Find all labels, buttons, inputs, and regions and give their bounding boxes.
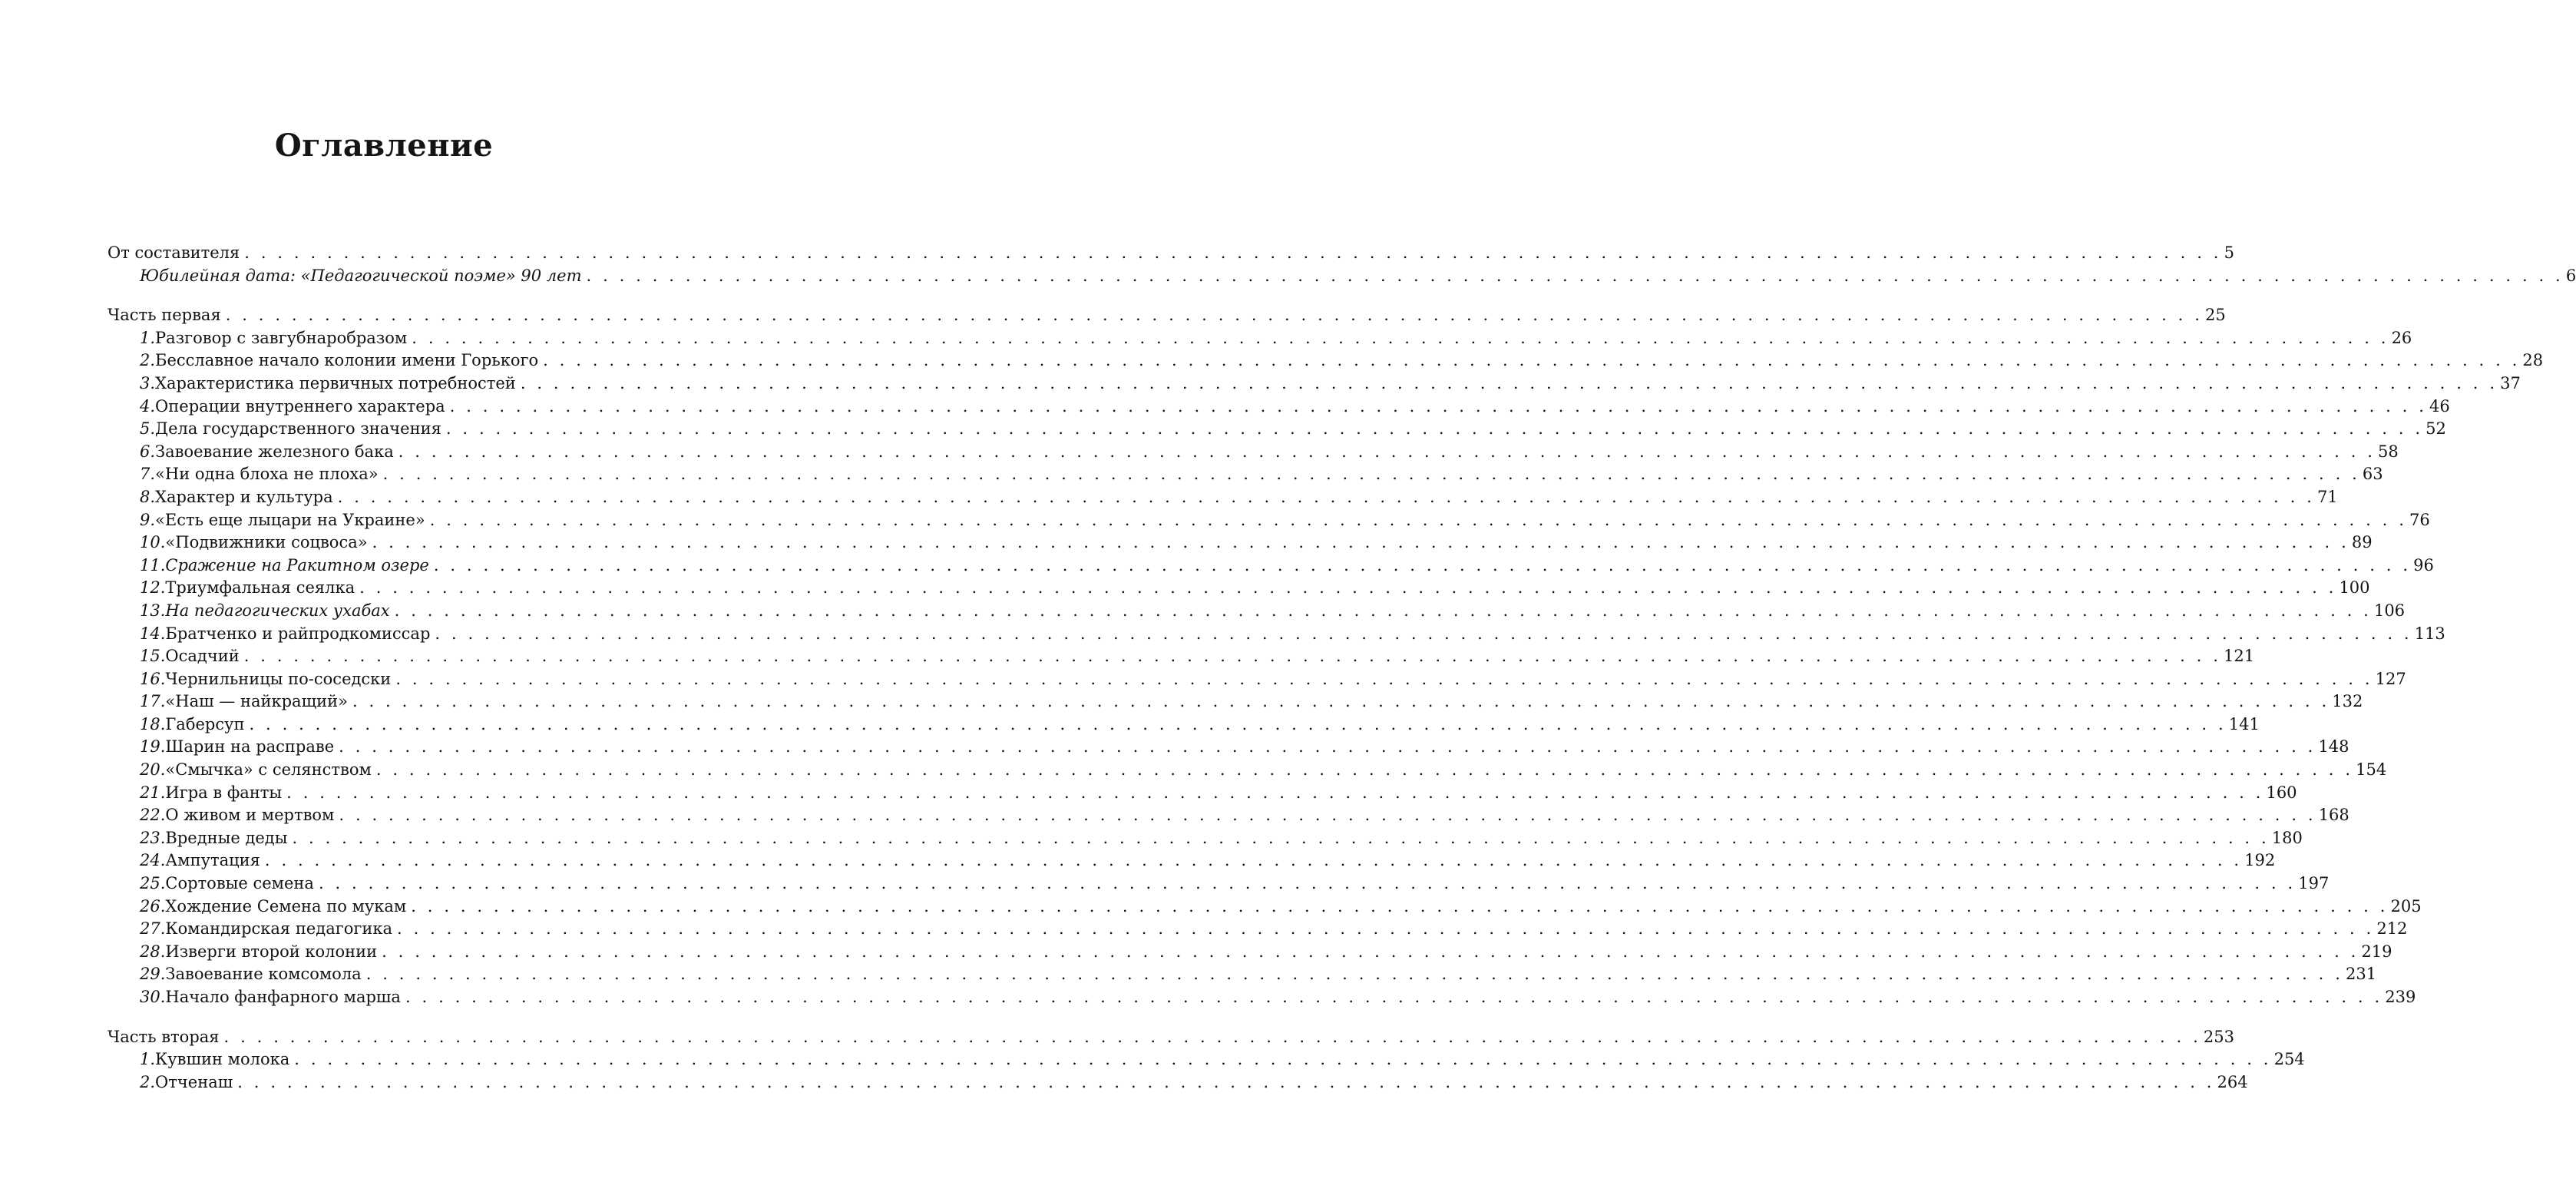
dot-leader: . . . . . . . . . . . . . . . . . . . . . . . . . . . . . . . . . . . . . . . . . . . . . . . . . . . . . . . . . . . . . . . . . . . . . . . . . . . . . . . . . . . . . . . . . . . . . . . . . . . . . . . . . . . . . . . . . . . . . . . . [375, 760, 2354, 780]
toc-entry-number: 10. [140, 533, 166, 552]
dot-leader: . . . . . . . . . . . . . . . . . . . . . . . . . . . . . . . . . . . . . . . . . . . . . . . . . . . . . . . . . . . . . . . . . . . . . . . . . . . . . . . . . . . . . . . . . . . . . . . . . . . . . . . . . . . . . . . . . . . . . . . . [411, 896, 2389, 916]
toc-section [107, 304, 2226, 327]
toc-entry-number: 21. [140, 783, 166, 802]
dot-leader: . . . . . . . . . . . . . . . . . . . . . . . . . . . . . . . . . . . . . . . . . . . . . . . . . . . . . . . . . . . . . . . . . . . . . . . . . . . . . . . . . . . . . . . . . . . . . . . . . . . . . . . . . . . . . . . . . . . . . . . . [586, 266, 2564, 285]
toc-page-number: 160 [2266, 783, 2297, 802]
toc-entry-title: Вредные деды [165, 828, 288, 847]
toc-page-number: 141 [2228, 714, 2260, 733]
toc-entry-number: 8. [140, 487, 156, 506]
toc-entry-number: 13. [140, 601, 166, 620]
toc-entry-number: 16. [140, 669, 166, 688]
toc-entry-title: Хождение Семена по мукам [165, 896, 407, 916]
toc-page-number: 58 [2378, 442, 2399, 461]
dot-leader: . . . . . . . . . . . . . . . . . . . . . . . . . . . . . . . . . . . . . . . . . . . . . . . . . . . . . . . . . . . . . . . . . . . . . . . . . . . . . . . . . . . . . . . . . . . . . . . . . . . . . . . . . . . . . . . . . . . . . . . . [429, 510, 2407, 529]
toc-page-number: 96 [2413, 555, 2434, 574]
toc-page-number: 180 [2271, 828, 2303, 847]
toc-page-number: 76 [2409, 510, 2430, 529]
toc-entry-number: 23. [140, 828, 166, 847]
toc-entry-title: От составителя [107, 243, 240, 262]
toc-entry-title: Чернильницы по-соседски [165, 669, 392, 688]
toc-entry-title: Часть первая [107, 306, 221, 325]
dot-leader: . . . . . . . . . . . . . . . . . . . . . . . . . . . . . . . . . . . . . . . . . . . . . . . . . . . . . . . . . . . . . . . . . . . . . . . . . . . . . . . . . . . . . . . . . . . . . . . . . . . . . . . . . . . . . . . . . . . . . . . . [395, 669, 2373, 688]
toc-entry [107, 600, 2406, 623]
toc-page-number: 253 [2203, 1027, 2234, 1046]
toc-page-number: 63 [2362, 465, 2383, 484]
toc-entry-title: Часть вторая [107, 1027, 220, 1046]
toc-entry-number: 6. [140, 442, 156, 461]
dot-leader: . . . . . . . . . . . . . . . . . . . . . . . . . . . . . . . . . . . . . . . . . . . . . . . . . . . . . . . . . . . . . . . . . . . . . . . . . . . . . . . . . . . . . . . . . . . . . . . . . . . . . . . . . . . . . . . . . . . . . . . . [382, 465, 2360, 484]
toc-entry [107, 555, 2434, 578]
dot-leader: . . . . . . . . . . . . . . . . . . . . . . . . . . . . . . . . . . . . . . . . . . . . . . . . . . . . . . . . . . . . . . . . . . . . . . . . . . . . . . . . . . . . . . . . . . . . . . . . . . . . . . . . . . . . . . . . . . . . . . . . [352, 692, 2330, 711]
dot-leader: . . . . . . . . . . . . . . . . . . . . . . . . . . . . . . . . . . . . . . . . . . . . . . . . . . . . . . . . . . . . . . . . . . . . . . . . . . . . . . . . . . . . . . . . . . . . . . . . . . . . . . . . . . . . . . . . . . . . . . . . [520, 373, 2498, 392]
dot-leader: . . . . . . . . . . . . . . . . . . . . . . . . . . . . . . . . . . . . . . . . . . . . . . . . . . . . . . . . . . . . . . . . . . . . . . . . . . . . . . . . . . . . . . . . . . . . . . . . . . . . . . . . . . . . . . . . . . . . . . . . [292, 828, 2270, 847]
toc-entry [107, 645, 2255, 668]
toc-page-number: 132 [2332, 692, 2363, 711]
toc-page-number: 192 [2244, 851, 2276, 870]
toc-entry-title: Сортовые семена [165, 874, 314, 893]
toc-entry-number: 28. [140, 942, 166, 961]
toc-entry-title: Характеристика первичных потребностей [155, 373, 516, 392]
dot-leader: . . . . . . . . . . . . . . . . . . . . . . . . . . . . . . . . . . . . . . . . . . . . . . . . . . . . . . . . . . . . . . . . . . . . . . . . . . . . . . . . . . . . . . . . . . . . . . . . . . . . . . . . . . . . . . . . . . . . . . . . [223, 1027, 2201, 1046]
dot-leader: . . . . . . . . . . . . . . . . . . . . . . . . . . . . . . . . . . . . . . . . . . . . . . . . . . . . . . . . . . . . . . . . . . . . . . . . . . . . . . . . . . . . . . . . . . . . . . . . . . . . . . . . . . . . . . . . . . . . . . . . [243, 647, 2222, 666]
toc-entry-title: Дела государственного значения [155, 419, 441, 439]
toc-entry [107, 896, 2422, 919]
toc-entry-title: Разговор с завгубнаробразом [155, 328, 408, 347]
dot-leader: . . . . . . . . . . . . . . . . . . . . . . . . . . . . . . . . . . . . . . . . . . . . . . . . . . . . . . . . . . . . . . . . . . . . . . . . . . . . . . . . . . . . . . . . . . . . . . . . . . . . . . . . . . . . . . . . . . . . . . . . [449, 396, 2427, 416]
toc-entry-title: Кувшин молока [155, 1050, 290, 1069]
toc-entry [107, 759, 2387, 782]
toc-entry-title: Характер и культура [155, 487, 333, 506]
toc-entry [107, 531, 2373, 555]
toc-entry [107, 714, 2260, 737]
dot-leader: . . . . . . . . . . . . . . . . . . . . . . . . . . . . . . . . . . . . . . . . . . . . . . . . . . . . . . . . . . . . . . . . . . . . . . . . . . . . . . . . . . . . . . . . . . . . . . . . . . . . . . . . . . . . . . . . . . . . . . . . [359, 578, 2337, 598]
toc-entry-title: Братченко и райпродкомиссар [165, 624, 431, 643]
dot-leader: . . . . . . . . . . . . . . . . . . . . . . . . . . . . . . . . . . . . . . . . . . . . . . . . . . . . . . . . . . . . . . . . . . . . . . . . . . . . . . . . . . . . . . . . . . . . . . . . . . . . . . . . . . . . . . . . . . . . . . . . [339, 737, 2316, 757]
dot-leader: . . . . . . . . . . . . . . . . . . . . . . . . . . . . . . . . . . . . . . . . . . . . . . . . . . . . . . . . . . . . . . . . . . . . . . . . . . . . . . . . . . . . . . . . . . . . . . . . . . . . . . . . . . . . . . . . . . . . . . . . [445, 419, 2424, 439]
toc-entry [107, 463, 2383, 486]
toc-entry [107, 265, 2576, 288]
toc-entry-number: 18. [140, 714, 166, 733]
dot-leader: . . . . . . . . . . . . . . . . . . . . . . . . . . . . . . . . . . . . . . . . . . . . . . . . . . . . . . . . . . . . . . . . . . . . . . . . . . . . . . . . . . . . . . . . . . . . . . . . . . . . . . . . . . . . . . . . . . . . . . . . [382, 942, 2359, 961]
toc-entry-number: 20. [140, 760, 166, 780]
dot-leader: . . . . . . . . . . . . . . . . . . . . . . . . . . . . . . . . . . . . . . . . . . . . . . . . . . . . . . . . . . . . . . . . . . . . . . . . . . . . . . . . . . . . . . . . . . . . . . . . . . . . . . . . . . . . . . . . . . . . . . . . [286, 783, 2264, 802]
toc-entry-title: Габерсуп [165, 714, 245, 733]
dot-leader: . . . . . . . . . . . . . . . . . . . . . . . . . . . . . . . . . . . . . . . . . . . . . . . . . . . . . . . . . . . . . . . . . . . . . . . . . . . . . . . . . . . . . . . . . . . . . . . . . . . . . . . . . . . . . . . . . . . . . . . . [433, 555, 2412, 574]
toc-page-number: 239 [2385, 988, 2416, 1006]
dot-leader: . . . . . . . . . . . . . . . . . . . . . . . . . . . . . . . . . . . . . . . . . . . . . . . . . . . . . . . . . . . . . . . . . . . . . . . . . . . . . . . . . . . . . . . . . . . . . . . . . . . . . . . . . . . . . . . . . . . . . . . . [398, 442, 2376, 461]
toc-entry [107, 918, 2408, 941]
toc-section [107, 1026, 2234, 1049]
dot-leader: . . . . . . . . . . . . . . . . . . . . . . . . . . . . . . . . . . . . . . . . . . . . . . . . . . . . . . . . . . . . . . . . . . . . . . . . . . . . . . . . . . . . . . . . . . . . . . . . . . . . . . . . . . . . . . . . . . . . . . . . [249, 714, 2227, 733]
toc-entry [107, 1048, 2305, 1071]
toc-entry [107, 486, 2338, 509]
dot-leader: . . . . . . . . . . . . . . . . . . . . . . . . . . . . . . . . . . . . . . . . . . . . . . . . . . . . . . . . . . . . . . . . . . . . . . . . . . . . . . . . . . . . . . . . . . . . . . . . . . . . . . . . . . . . . . . . . . . . . . . . [435, 624, 2412, 643]
toc-entry [107, 804, 2349, 827]
toc-entry-title: «Смычка» с селянством [165, 760, 372, 780]
toc-entry-number: 19. [140, 737, 166, 757]
toc-page-number: 100 [2339, 578, 2370, 598]
toc-page-number: 28 [2522, 351, 2544, 370]
table-of-contents [107, 242, 2576, 1094]
toc-page-number: 89 [2351, 533, 2373, 552]
toc-entry-number: 12. [140, 578, 166, 598]
toc-page-number: 254 [2273, 1050, 2305, 1069]
toc-entry-number: 2. [140, 351, 156, 370]
page-title: Оглавление [274, 127, 494, 164]
toc-entry [107, 441, 2399, 464]
toc-page-number: 197 [2298, 874, 2330, 893]
toc-entry-title: Завоевание комсомола [165, 965, 362, 984]
toc-entry-number: 2. [140, 1072, 156, 1091]
toc-entry-number: 4. [140, 396, 156, 416]
toc-entry [107, 986, 2416, 1009]
toc-entry [107, 418, 2446, 441]
toc-page-number: 264 [2217, 1072, 2248, 1091]
dot-leader: . . . . . . . . . . . . . . . . . . . . . . . . . . . . . . . . . . . . . . . . . . . . . . . . . . . . . . . . . . . . . . . . . . . . . . . . . . . . . . . . . . . . . . . . . . . . . . . . . . . . . . . . . . . . . . . . . . . . . . . . [365, 965, 2343, 984]
dot-leader: . . . . . . . . . . . . . . . . . . . . . . . . . . . . . . . . . . . . . . . . . . . . . . . . . . . . . . . . . . . . . . . . . . . . . . . . . . . . . . . . . . . . . . . . . . . . . . . . . . . . . . . . . . . . . . . . . . . . . . . . [397, 919, 2375, 939]
toc-entry-number: 1. [140, 328, 156, 347]
dot-leader: . . . . . . . . . . . . . . . . . . . . . . . . . . . . . . . . . . . . . . . . . . . . . . . . . . . . . . . . . . . . . . . . . . . . . . . . . . . . . . . . . . . . . . . . . . . . . . . . . . . . . . . . . . . . . . . . . . . . . . . . [412, 328, 2389, 347]
toc-entry [107, 1071, 2248, 1094]
toc-entry-title: Шарин на расправе [165, 737, 335, 757]
toc-entry [107, 849, 2276, 872]
toc-page-number: 5 [2224, 243, 2234, 262]
toc-entry-number: 30. [140, 988, 166, 1006]
toc-page-number: 6 [2565, 266, 2576, 285]
toc-entry-number: 1. [140, 1050, 156, 1069]
toc-entry [107, 577, 2370, 600]
toc-entry-title: Ампутация [165, 851, 260, 870]
toc-page-number: 113 [2414, 624, 2445, 643]
toc-page-number: 37 [2500, 373, 2521, 392]
toc-page-number: 52 [2426, 419, 2446, 439]
toc-entry-number: 26. [140, 896, 166, 916]
toc-entry [107, 327, 2412, 350]
dot-leader: . . . . . . . . . . . . . . . . . . . . . . . . . . . . . . . . . . . . . . . . . . . . . . . . . . . . . . . . . . . . . . . . . . . . . . . . . . . . . . . . . . . . . . . . . . . . . . . . . . . . . . . . . . . . . . . . . . . . . . . . [339, 806, 2316, 825]
toc-entry-title: Изверги второй колонии [165, 942, 378, 961]
toc-entry [107, 349, 2544, 372]
toc-entry-title: «Подвижники соцвоса» [165, 533, 368, 552]
toc-entry-number: 14. [140, 624, 166, 643]
toc-page-number: 205 [2390, 896, 2422, 916]
toc-page-number: 168 [2318, 806, 2349, 825]
toc-entry [107, 623, 2445, 646]
dot-leader: . . . . . . . . . . . . . . . . . . . . . . . . . . . . . . . . . . . . . . . . . . . . . . . . . . . . . . . . . . . . . . . . . . . . . . . . . . . . . . . . . . . . . . . . . . . . . . . . . . . . . . . . . . . . . . . . . . . . . . . . [244, 243, 2222, 262]
toc-entry-number: 9. [140, 510, 156, 529]
toc-entry-number: 24. [140, 851, 166, 870]
toc-page-number: 219 [2361, 942, 2392, 961]
toc-entry-number: 27. [140, 919, 166, 939]
toc-section [107, 242, 2234, 265]
toc-entry-title: Командирская педагогика [165, 919, 393, 939]
dot-leader: . . . . . . . . . . . . . . . . . . . . . . . . . . . . . . . . . . . . . . . . . . . . . . . . . . . . . . . . . . . . . . . . . . . . . . . . . . . . . . . . . . . . . . . . . . . . . . . . . . . . . . . . . . . . . . . . . . . . . . . . [318, 874, 2297, 893]
toc-entry [107, 736, 2349, 759]
toc-entry-title: «Есть еще лыцари на Украине» [155, 510, 425, 529]
toc-page-number: 212 [2376, 919, 2408, 939]
toc-page-number: 231 [2345, 965, 2377, 984]
toc-entry-title: Сражение на Ракитном озере [165, 555, 429, 574]
toc-entry-title: Бесславное начало колонии имени Горького [155, 351, 539, 370]
toc-entry [107, 872, 2330, 896]
toc-entry-title: Триумфальная сеялка [165, 578, 355, 598]
toc-entry [107, 396, 2450, 419]
toc-entry-title: «Наш — найкращий» [165, 692, 348, 711]
toc-entry-number: 7. [140, 465, 156, 484]
toc-entry [107, 827, 2303, 850]
toc-page-number: 106 [2373, 601, 2406, 620]
dot-leader: . . . . . . . . . . . . . . . . . . . . . . . . . . . . . . . . . . . . . . . . . . . . . . . . . . . . . . . . . . . . . . . . . . . . . . . . . . . . . . . . . . . . . . . . . . . . . . . . . . . . . . . . . . . . . . . . . . . . . . . . [543, 351, 2521, 370]
toc-entry-number: 29. [140, 965, 166, 984]
toc-entry-title: Игра в фанты [165, 783, 283, 802]
toc-entry-title: Операции внутреннего характера [155, 396, 445, 416]
toc-entry-title: О живом и мертвом [165, 806, 335, 825]
toc-entry-title: Юбилейная дата: «Педагогической поэме» 90 лет [140, 266, 582, 285]
toc-entry-title: Завоевание железного бака [155, 442, 394, 461]
toc-entry [107, 668, 2406, 691]
dot-leader: . . . . . . . . . . . . . . . . . . . . . . . . . . . . . . . . . . . . . . . . . . . . . . . . . . . . . . . . . . . . . . . . . . . . . . . . . . . . . . . . . . . . . . . . . . . . . . . . . . . . . . . . . . . . . . . . . . . . . . . . [405, 988, 2383, 1006]
toc-entry-title: «Ни одна блоха не плоха» [155, 465, 379, 484]
toc-entry-number: 11. [140, 555, 166, 574]
toc-entry [107, 372, 2521, 396]
toc-entry [107, 782, 2297, 805]
toc-entry-number: 3. [140, 373, 156, 392]
dot-leader: . . . . . . . . . . . . . . . . . . . . . . . . . . . . . . . . . . . . . . . . . . . . . . . . . . . . . . . . . . . . . . . . . . . . . . . . . . . . . . . . . . . . . . . . . . . . . . . . . . . . . . . . . . . . . . . . . . . . . . . . [225, 306, 2203, 325]
toc-entry-number: 22. [140, 806, 166, 825]
dot-leader: . . . . . . . . . . . . . . . . . . . . . . . . . . . . . . . . . . . . . . . . . . . . . . . . . . . . . . . . . . . . . . . . . . . . . . . . . . . . . . . . . . . . . . . . . . . . . . . . . . . . . . . . . . . . . . . . . . . . . . . . [337, 487, 2315, 506]
toc-entry [107, 963, 2377, 986]
toc-page-number: 127 [2375, 669, 2406, 688]
toc-entry-number: 25. [140, 874, 166, 893]
toc-entry-title: Отченаш [155, 1072, 233, 1091]
dot-leader: . . . . . . . . . . . . . . . . . . . . . . . . . . . . . . . . . . . . . . . . . . . . . . . . . . . . . . . . . . . . . . . . . . . . . . . . . . . . . . . . . . . . . . . . . . . . . . . . . . . . . . . . . . . . . . . . . . . . . . . . [372, 533, 2349, 552]
toc-entry-number: 15. [140, 647, 166, 666]
dot-leader: . . . . . . . . . . . . . . . . . . . . . . . . . . . . . . . . . . . . . . . . . . . . . . . . . . . . . . . . . . . . . . . . . . . . . . . . . . . . . . . . . . . . . . . . . . . . . . . . . . . . . . . . . . . . . . . . . . . . . . . . [294, 1050, 2272, 1069]
toc-entry [107, 941, 2392, 964]
toc-page-number: 46 [2429, 396, 2450, 416]
toc-entry [107, 690, 2363, 714]
toc-page-number: 71 [2316, 487, 2338, 506]
toc-page-number: 148 [2318, 737, 2349, 757]
toc-entry-number: 5. [140, 419, 156, 439]
dot-leader: . . . . . . . . . . . . . . . . . . . . . . . . . . . . . . . . . . . . . . . . . . . . . . . . . . . . . . . . . . . . . . . . . . . . . . . . . . . . . . . . . . . . . . . . . . . . . . . . . . . . . . . . . . . . . . . . . . . . . . . . [394, 601, 2372, 620]
toc-entry-title: Осадчий [165, 647, 240, 666]
toc-page-number: 25 [2205, 306, 2226, 325]
dot-leader: . . . . . . . . . . . . . . . . . . . . . . . . . . . . . . . . . . . . . . . . . . . . . . . . . . . . . . . . . . . . . . . . . . . . . . . . . . . . . . . . . . . . . . . . . . . . . . . . . . . . . . . . . . . . . . . . . . . . . . . . [237, 1072, 2215, 1091]
toc-entry-title: На педагогических ухабах [165, 601, 390, 620]
toc-page-number: 154 [2356, 760, 2387, 780]
toc-entry [107, 509, 2430, 532]
toc-page-number: 121 [2224, 647, 2255, 666]
toc-entry-number: 17. [140, 692, 166, 711]
toc-entry-title: Начало фанфарного марша [165, 988, 401, 1006]
toc-page-number: 26 [2391, 328, 2412, 347]
dot-leader: . . . . . . . . . . . . . . . . . . . . . . . . . . . . . . . . . . . . . . . . . . . . . . . . . . . . . . . . . . . . . . . . . . . . . . . . . . . . . . . . . . . . . . . . . . . . . . . . . . . . . . . . . . . . . . . . . . . . . . . . [264, 851, 2243, 870]
